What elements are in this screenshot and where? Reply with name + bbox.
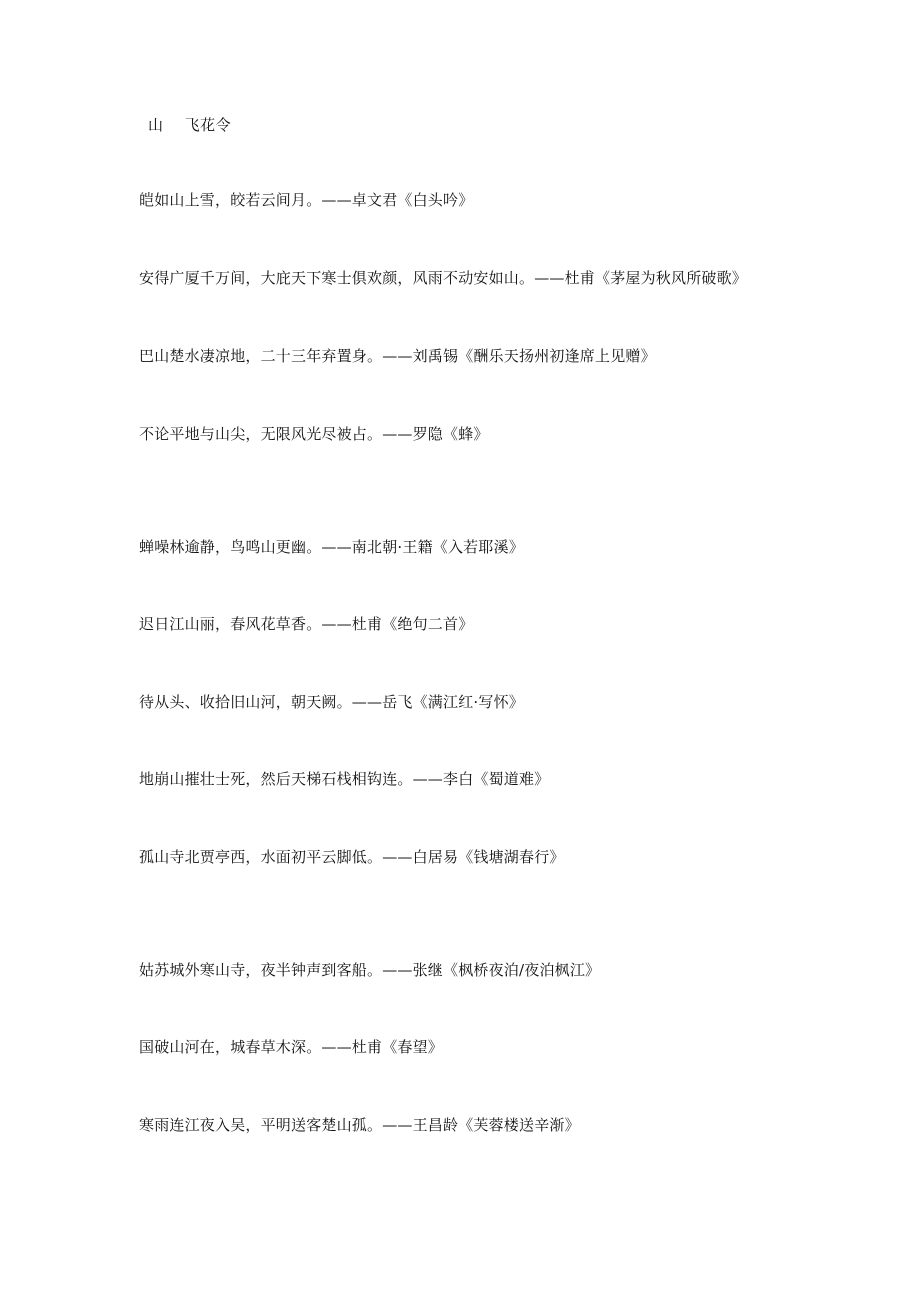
poem-line: 姑苏城外寒山寺，夜半钟声到客船。——张继《枫桥夜泊/夜泊枫江》 xyxy=(139,961,601,979)
poem-line: 蝉噪林逾静，鸟鸣山更幽。——南北朝·王籍《入若耶溪》 xyxy=(139,538,524,556)
poem-line: 不论平地与山尖，无限风光尽被占。——罗隐《蜂》 xyxy=(139,425,489,443)
poem-line: 国破山河在，城春草木深。——杜甫《春望》 xyxy=(139,1038,444,1056)
poem-line: 迟日江山丽，春风花草香。——杜甫《绝句二首》 xyxy=(139,615,474,633)
document-title: 山 飞花令 xyxy=(148,116,232,134)
poem-line: 地崩山摧壮士死，然后天梯石栈相钩连。——李白《蜀道难》 xyxy=(139,770,550,788)
poem-line: 巴山楚水凄凉地，二十三年弃置身。——刘禹锡《酬乐天扬州初逢席上见赠》 xyxy=(139,347,656,365)
poem-line: 孤山寺北贾亭西，水面初平云脚低。——白居易《钱塘湖春行》 xyxy=(139,848,565,866)
poem-line: 安得广厦千万间，大庇天下寒士俱欢颜，风雨不动安如山。——杜甫《茅屋为秋风所破歌》 xyxy=(139,269,748,287)
poem-line: 寒雨连江夜入吴，平明送客楚山孤。——王昌龄《芙蓉楼送辛渐》 xyxy=(139,1116,580,1134)
poem-line: 皑如山上雪，皎若云间月。——卓文君《白头吟》 xyxy=(139,191,474,209)
poem-line: 待从头、收拾旧山河，朝天阙。——岳飞《满江红·写怀》 xyxy=(139,693,524,711)
